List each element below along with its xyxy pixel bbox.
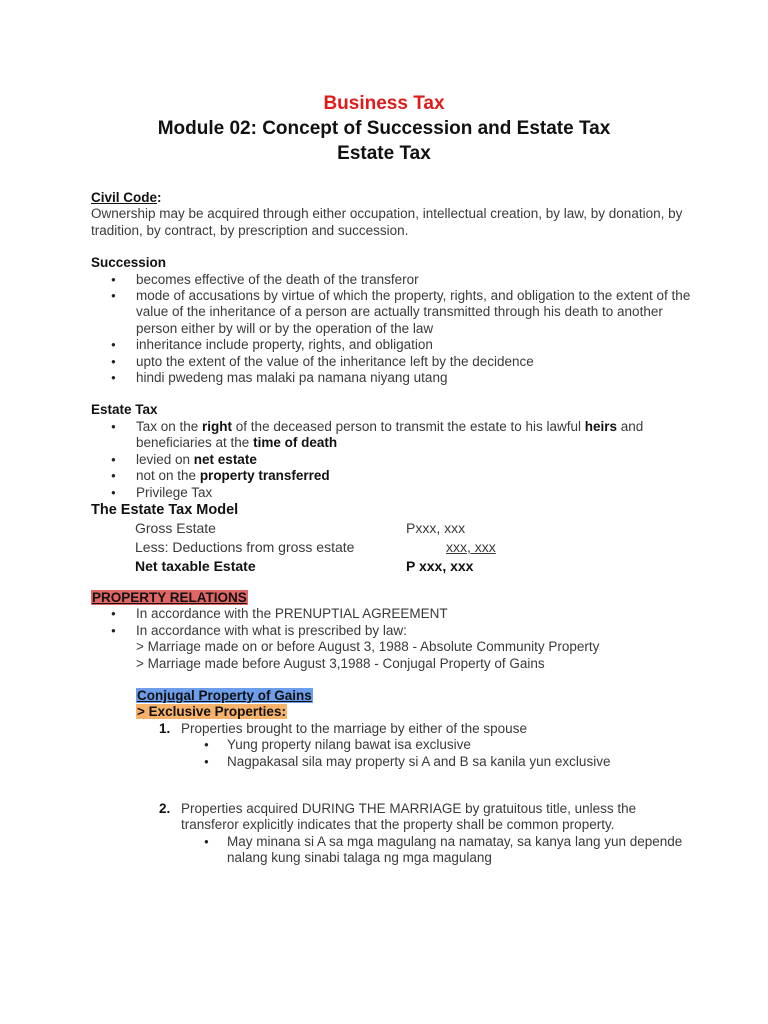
- list-item: ● Nagpakasal sila may property si A and B sa kanila yun exclusive: [91, 754, 691, 770]
- text-run: and beneficiaries at the: [136, 418, 644, 451]
- list-item: ● upto the extent of the value of the inheritance left by the decidence: [91, 354, 691, 370]
- subject-title: Business Tax: [323, 93, 445, 114]
- text-run: Tax on the: [136, 418, 203, 434]
- property-relations-list: [91, 606, 691, 672]
- model-amount: Pxxx, xxx: [406, 519, 466, 536]
- model-label: Gross Estate: [135, 519, 216, 536]
- list-item: [91, 452, 691, 468]
- civil-code-heading-text: Civil Code: [91, 190, 158, 205]
- numbered-item: [91, 721, 691, 737]
- model-row-gross: [91, 519, 691, 538]
- document-title-block: [0, 92, 768, 166]
- bold-run: heirs: [584, 418, 618, 434]
- bold-run: time of death: [253, 435, 338, 451]
- exclusive-properties-heading: > Exclusive Properties:: [137, 704, 286, 720]
- civil-code-text: Ownership may be acquired through either occupation, intellectual creation, by law, by donation, by tradition, by contract, by prescription and succession.: [91, 206, 683, 238]
- conjugal-numbered-list-2: [91, 801, 691, 834]
- estate-tax-heading: Estate Tax: [91, 402, 158, 418]
- estate-tax-model-heading: The Estate Tax Model: [91, 501, 239, 518]
- property-relations-heading-line: [91, 590, 691, 606]
- list-item: ● becomes effective of the death of the transferor: [91, 272, 691, 288]
- succession-heading: Succession: [91, 255, 167, 271]
- model-row-net: [91, 557, 691, 576]
- civil-code-heading: [91, 190, 691, 206]
- text-run: levied on: [136, 451, 194, 467]
- document-body: [91, 190, 691, 867]
- conjugal-sub-list-2: [91, 834, 691, 867]
- module-title: Module 02: Concept of Succession and Estate Tax: [157, 118, 611, 139]
- list-item: ● inheritance include property, rights, and obligation: [91, 337, 691, 353]
- sub-line: > Marriage made before August 3,1988 - Conjugal Property of Gains: [136, 655, 545, 671]
- bold-run: net estate: [193, 451, 257, 467]
- text-run: of the deceased person to transmit the estate to his lawful: [232, 418, 585, 434]
- bold-run: property transferred: [199, 468, 330, 484]
- list-item: [91, 468, 691, 484]
- item-text: Properties acquired DURING THE MARRIAGE by gratuitous title, unless the transferor explicitly indicates that the property shall be common property.: [181, 800, 637, 833]
- list-item: [91, 419, 691, 452]
- conjugal-heading-line: [91, 688, 691, 704]
- model-row-deductions: [91, 538, 691, 557]
- list-item: ● In accordance with the PRENUPTIAL AGREEMENT: [91, 606, 691, 622]
- model-label: Less: Deductions from gross estate: [135, 538, 355, 555]
- list-item: ● Privilege Tax: [91, 485, 691, 501]
- item-text: Properties brought to the marriage by either of the spouse: [181, 720, 527, 736]
- list-item: ● mode of accusations by virtue of which the property, rights, and obligation to the extent of the value of the inheritance of a person are actually transmitted through his death to another person either by will or by the operation of the law: [91, 288, 691, 337]
- list-item: ● May minana si A sa mga magulang na namatay, sa kanya lang yun depende nalang kung sinabi talaga ng mga magulang: [91, 834, 691, 867]
- model-label: Net taxable Estate: [135, 557, 256, 574]
- text-run: not on the: [136, 468, 200, 484]
- property-relations-heading: PROPERTY RELATIONS: [92, 589, 247, 605]
- exclusive-heading-line: [91, 704, 691, 720]
- estate-tax-list: [91, 419, 691, 501]
- succession-list: [91, 272, 691, 387]
- model-amount: xxx, xxx: [446, 538, 496, 555]
- bold-run: right: [202, 418, 233, 434]
- civil-code-colon: :: [157, 190, 162, 205]
- numbered-item: [91, 801, 691, 834]
- conjugal-numbered-list: [91, 721, 691, 737]
- sub-line: > Marriage made on or before August 3, 1988 - Absolute Community Property: [136, 639, 600, 655]
- list-item: ● Yung property nilang bawat isa exclusive: [91, 737, 691, 753]
- text-run: In accordance with what is prescribed by law:: [136, 622, 407, 638]
- topic-title: Estate Tax: [337, 143, 431, 164]
- item-number: 2.: [159, 800, 171, 816]
- item-number: 1.: [159, 720, 171, 736]
- list-item: ● hindi pwedeng mas malaki pa namana niyang utang: [91, 370, 691, 386]
- conjugal-heading: Conjugal Property of Gains: [137, 687, 312, 703]
- list-item: [91, 623, 691, 672]
- model-amount: P xxx, xxx: [406, 557, 474, 574]
- conjugal-sub-list-1: [91, 737, 691, 770]
